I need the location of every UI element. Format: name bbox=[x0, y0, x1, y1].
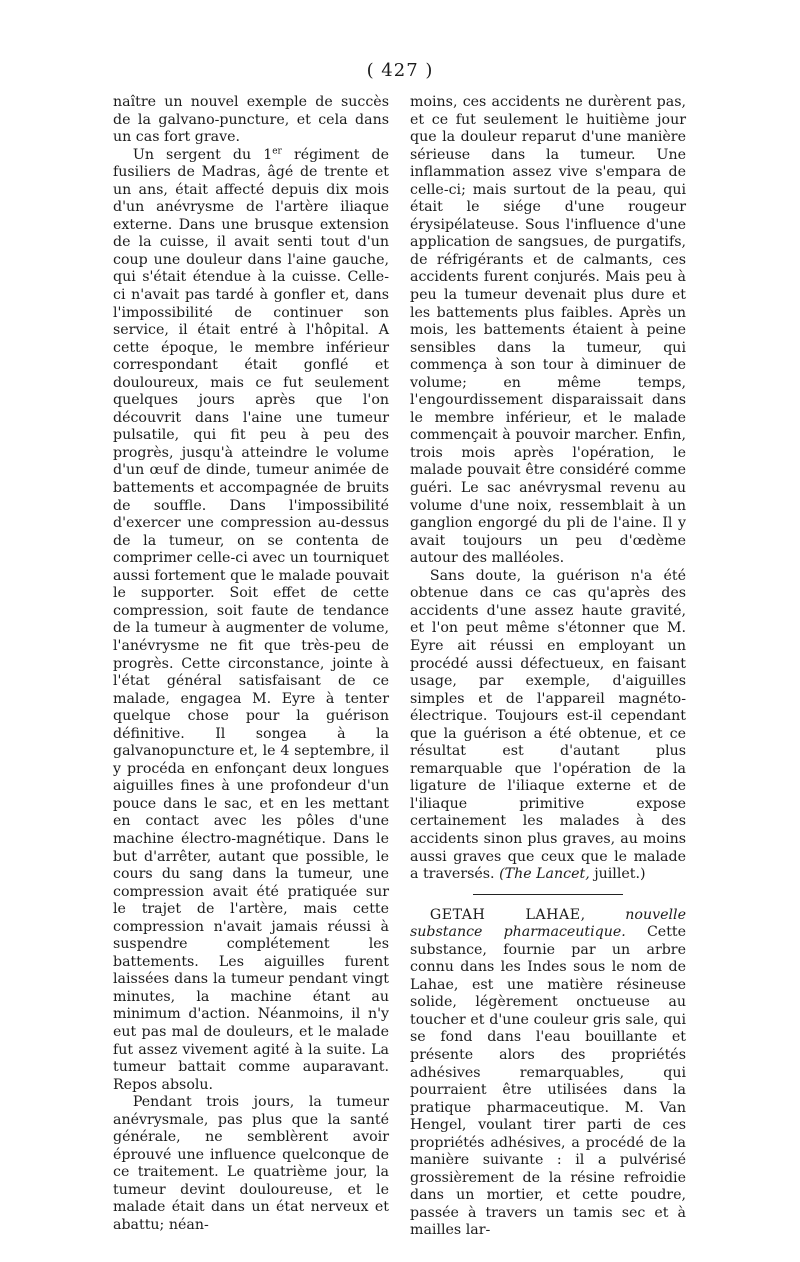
paragraph bbox=[410, 568, 686, 884]
section-subtitle: nouvelle substance pharmaceutique. bbox=[410, 906, 686, 941]
section-title: GETAH LAHAE, bbox=[429, 906, 586, 923]
superscript: er bbox=[272, 145, 282, 156]
text-run: régiment de fusiliers de Madras, âgé de trente et un ans, était affecté depuis dix mois d'un anévrysme de l'artère iliaque externe. Dans une brusque extension de la cuisse, il avait senti tout d'un coup une douleur dans l'aine gauche, qui s'était étendue à la cuisse. Celle-ci n'avait pas tardé à gonfler et, dans l'impossibilité de continuer son service, il était entré à l'hôpital. A cette époque, le membre inférieur correspondant était gonflé et douloureux, mais ce fut seulement quelques jours après que l'on découvrit dans l'aine une tumeur pulsatile, qui fit peu à peu des progrès, jusqu'à atteindre le volume d'un œuf de dinde, tumeur animée de battements et accompagnée de bruits de souffle. Dans l'impossibilité d'exercer une compression au-dessus de la tumeur, on se contenta de comprimer celle-ci avec un tourniquet aussi fortement que le malade pouvait le supporter. Soit effet de cette compression, soit faute de tendance de la tumeur à augmenter de volume, l'anévrysme ne fit que très-peu de progrès. Cette circonstance, jointe à l'état général satisfaisant de ce malade, engagea M. Eyre à tenter quelque chose pour la guérison définitive. Il songea à la galvanopuncture et, le 4 septembre, il y procéda en enfonçant deux longues aiguilles fines à une profondeur d'un pouce dans le sac, et en les mettant en contact avec les pôles d'une machine électro-magnétique. Dans le but d'arrêter, autant que possible, le cours du sang dans la tumeur, une compression avait été pratiquée sur le trajet de l'artère, mais cette compression n'avait jamais réussi à suspendre complétement les battements. Les aiguilles furent laissées dans la tumeur pendant vingt minutes, la machine étant au minimum d'action. Néanmoins, il n'y eut pas mal de douleurs, et le malade fut assez vivement agité à la suite. La tumeur battait comme auparavant. Repos absolu. bbox=[113, 146, 390, 1093]
text-run: Cette substance, fournie par un arbre connu dans les Indes sous le nom de Lahae, est une matière résineuse solide, légèrement onctueuse au toucher et d'une couleur gris sale, qui se fond dans l'eau bouillante et présente alors des propriétés adhésives remarquables, qui pourraient être utilisées dans la pratique pharmaceutique. M. Van Hengel, voulant tirer parti de ces propriétés adhésives, a procédé de la manière suivante : il a pulvérisé grossièrement de la résine refroidie dans un mortier, et cette poudre, passée à travers un tamis sec et à mailles lar- bbox=[410, 924, 686, 1239]
source-citation: (The Lancet, bbox=[499, 866, 590, 883]
paragraph bbox=[113, 147, 389, 1095]
right-column bbox=[410, 94, 686, 1240]
text-run: Un sergent du 1 bbox=[132, 146, 273, 163]
paragraph: Pendant trois jours, la tumeur anévrysmale, pas plus que la santé générale, ne semblèrent avoir éprouvé une influence quelconque de ce traitement. Le quatrième jour, la tumeur devint douloureuse, et le malade était dans un état nerveux et abattu; néan- bbox=[113, 1094, 389, 1233]
section-divider bbox=[473, 894, 623, 895]
paragraph: naître un nouvel exemple de succès de la galvano-puncture, et cela dans un cas fort grave. bbox=[113, 94, 389, 146]
text-run: Sans doute, la guérison n'a été obtenue dans ce cas qu'après des accidents d'une assez haute gravité, et l'on peut même s'étonner que M. Eyre ait réussi en employant un procédé aussi défectueux, en faisant usage, par exemple, d'aiguilles simples et de l'appareil magnéto-électrique. Toujours est-il cependant que la guérison a été obtenue, et ce résultat est d'autant plus remarquable que l'opération de la ligature de l'iliaque externe et de l'iliaque primitive expose certainement les malades à des accidents sinon plus graves, au moins aussi graves que ceux que le malade a traversés. bbox=[410, 567, 686, 883]
source-citation-end: juillet.) bbox=[589, 866, 646, 883]
paragraph: moins, ces accidents ne durèrent pas, et ce fut seulement le huitième jour que la douleur reparut d'une manière sérieuse dans la tumeur. Une inflammation assez vive s'empara de celle-ci; mais surtout de la peau, qui était le siége d'une rougeur érysipélateuse. Sous l'influence d'une application de sangsues, de purgatifs, de réfrigérants et de calmants, ces accidents furent conjurés. Mais peu à peu la tumeur devenait plus dure et les battements plus faibles. Après un mois, les battements étaient à peine sensibles dans la tumeur, qui commença à son tour à diminuer de volume; en même temps, l'engourdissement disparaissait dans le membre inférieur, et le malade commençait à pouvoir marcher. Enfin, trois mois après l'opération, le malade pouvait être considéré comme guéri. Le sac anévrysmal revenu au volume d'une noix, ressemblait à un ganglion engorgé du pli de l'aine. Il y avait toujours un peu d'œdème autour des malléoles. bbox=[410, 94, 686, 567]
page-number: ( 427 ) bbox=[366, 60, 434, 81]
paragraph bbox=[410, 907, 686, 1240]
left-column bbox=[113, 94, 389, 1235]
